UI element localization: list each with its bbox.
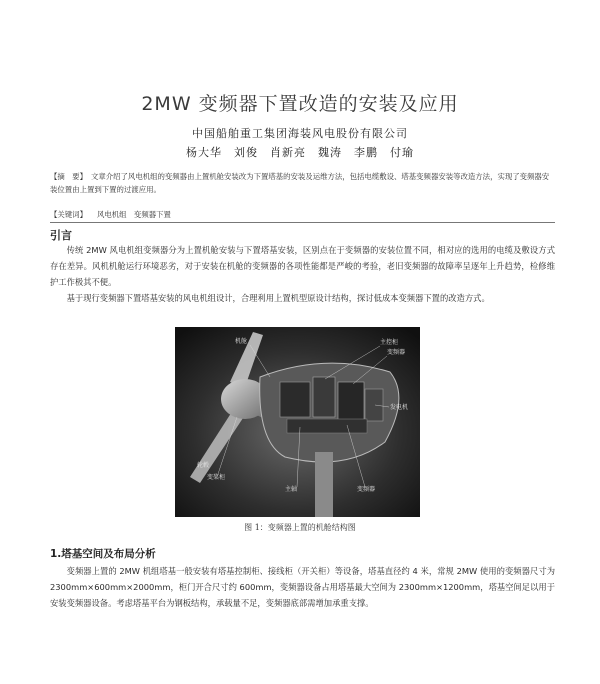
label-converter-top: 变频器 (387, 349, 406, 356)
author-list: 杨大华 刘俊 肖新亮 魏涛 李鹏 付瑜 (186, 146, 414, 159)
tower (315, 452, 333, 517)
generator-block (280, 382, 310, 417)
section-1-paragraph: 变频器上置的 2MW 机组塔基一般安装有塔基控制柜、接线柜（开关柜）等设备，塔基直径约 4 米，常规 2MW 使用的变频器尺寸为 2300mm×600mm×2000mm，柜门开合尺寸约 600mm，变频器设备占用塔基最大空间为 2300mm×1200mm，塔基空间足以用于安装变频器设备。考虑塔基平台为钢板结构，承载量不足，变频器底部需增加承重支撑。 (50, 566, 555, 608)
label-generator: 发电机 (390, 404, 409, 411)
section-1-heading: 1.塔基空间及布局分析 (50, 548, 156, 560)
abstract (50, 171, 555, 196)
intro-paragraph-2: 基于现行变频器下置塔基安装的风电机组设计，合理利用上置机型原设计结构，探讨低成本变频器下置的改造方式。 (66, 293, 490, 303)
author-organization: 中国船舶重工集团海装风电股份有限公司 (192, 127, 408, 140)
figure-caption: 图 1：变频器上置的机舱结构图 (244, 523, 356, 532)
cooling-unit (365, 389, 383, 421)
main-control-cabinet (313, 377, 335, 417)
keywords-label: 【关键词】 (50, 210, 87, 219)
label-hub: 轮毂 (197, 462, 210, 469)
label-main-shaft: 主轴 (285, 486, 298, 493)
nacelle-structure-figure (175, 327, 420, 517)
label-pitch-cabinet: 变桨柜 (207, 474, 226, 481)
abstract-text: 文章介绍了风电机组的变频器由上置机舱安装改为下置塔基的安装及运维方法，包括电缆敷设、塔基变频器安装等改造方法，实现了变频器安装位置由上置到下置的过渡应用。 (50, 172, 550, 194)
intro-heading: 引言 (50, 229, 72, 242)
intro-paragraph-1: 传统 2MW 风电机组变频器分为上置机舱安装与下置塔基安装，区别点在于变频器的安装位置不同，相对应的选用的电缆及敷设方式存在差异。风机机舱运行环境恶劣，对于安装在机舱的变频器的各项性能都是严峻的考验，老旧变频器的故障率呈逐年上升趋势，检修维护工作极其不便。 (50, 245, 555, 287)
base-frame (287, 419, 367, 433)
label-main-control: 主控柜 (380, 339, 399, 346)
label-nacelle: 机舱 (235, 338, 248, 345)
abstract-label: 【摘 要】 (50, 172, 87, 181)
section-divider (50, 222, 555, 223)
converter-cabinet (338, 382, 364, 424)
keywords (50, 209, 555, 220)
label-converter-bottom: 变频器 (357, 486, 376, 493)
paper-title: 2MW 变频器下置改造的安装及应用 (141, 93, 459, 115)
keywords-text: 风电机组 变频器下置 (96, 210, 171, 219)
